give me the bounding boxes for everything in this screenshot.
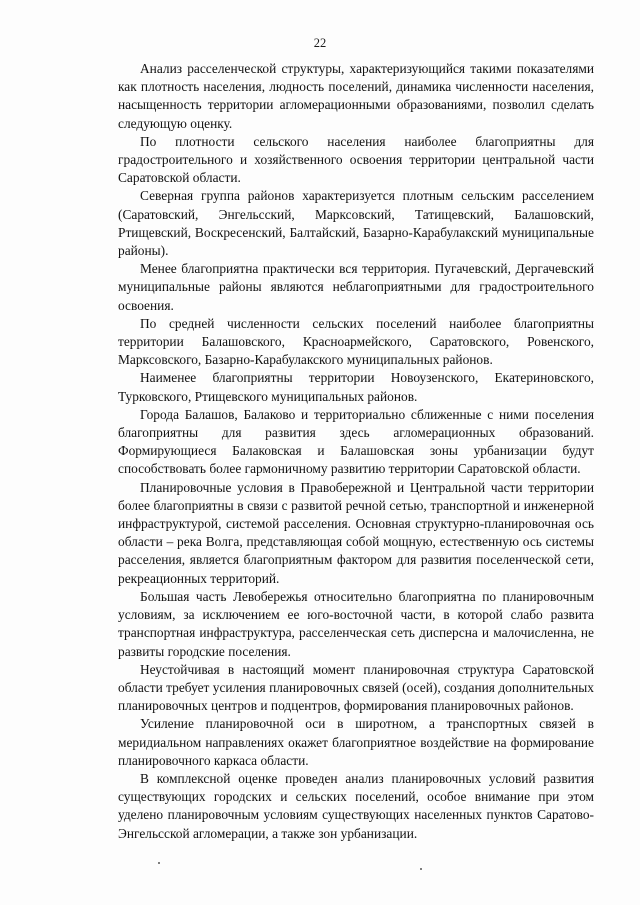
paragraph: Неустойчивая в настоящий момент планировочная структура Саратовской области требует усиления планировочных связей (осей), создания дополнительных планировочных центров и подцентров, формирования планировочных районов. — [118, 661, 594, 714]
paragraph: Большая часть Левобережья относительно благоприятна по планировочным условиям, за исключением ее юго-восточной части, в которой слабо развита транспортная инфраструктура, расселенческая сеть дисперсна и малочисленна, не развиты городские поселения. — [118, 588, 594, 659]
body-text — [118, 60, 594, 843]
scan-speck — [158, 862, 160, 864]
paragraph: Усиление планировочной оси в широтном, а транспортных связей в меридиальном направлениях окажет благоприятное воздействие на формирование планировочного каркаса области. — [118, 716, 594, 768]
paragraph: Северная группа районов характеризуется плотным сельским расселением (Саратовский, Энгельсский, Марксовский, Татищевский, Балашовский, Ртищевский, Воскресенский, Балтайский, Базарно-Карабулакский муниципальные районы). — [118, 188, 594, 259]
paragraph: Менее благоприятна практически вся территория. Пугачевский, Дергачевский муниципальные районы являются неблагоприятными для градостроительного освоения. — [118, 261, 594, 313]
paragraph: Анализ расселенческой структуры, характеризующийся такими показателями как плотность населения, людность поселений, динамика численности населения, насыщенность территории агломерационными образованиями, позволил сделать следующую оценку. — [118, 61, 594, 131]
scan-speck — [420, 868, 422, 870]
paragraph: Наименее благоприятны территории Новоузенского, Екатериновского, Турковского, Ртищевского муниципальных районов. — [118, 370, 594, 404]
paragraph: Города Балашов, Балаково и территориально сближенные с ними поселения благоприятны для развития здесь агломерационных образований. Формирующиеся Балаковская и Балашовская зоны урбанизации будут способствовать более гармоничному развитию территории Саратовской области. — [118, 406, 594, 477]
paragraph: Планировочные условия в Правобережной и Центральной части территории более благоприятны в связи с развитой речной сетью, транспортной и инженерной инфраструктурой, системой расселения. Основная структурно-планировочная ось области – река Волга, представляющая собой мощную, естественную ось системы расселения, является благоприятным фактором для развития поселенческой сети, рекреационных территорий. — [118, 479, 594, 586]
paragraph: По средней численности сельских поселений наиболее благоприятны территории Балашовского, Красноармейского, Саратовского, Ровенского, Марксовского, Базарно-Карабулакского муниципальных районов. — [118, 315, 594, 368]
page-number: 22 — [313, 36, 327, 50]
paragraph: По плотности сельского населения наиболее благоприятны для градостроительного и хозяйственного освоения территории центральной части Саратовской области. — [118, 133, 594, 186]
paragraph: В комплексной оценке проведен анализ планировочных условий развития существующих городских и сельских поселений, особое внимание при этом уделено планировочным условиям существующих населенных пунктов Саратово-Энгельсской агломерации, а также зон урбанизации. — [118, 770, 594, 841]
